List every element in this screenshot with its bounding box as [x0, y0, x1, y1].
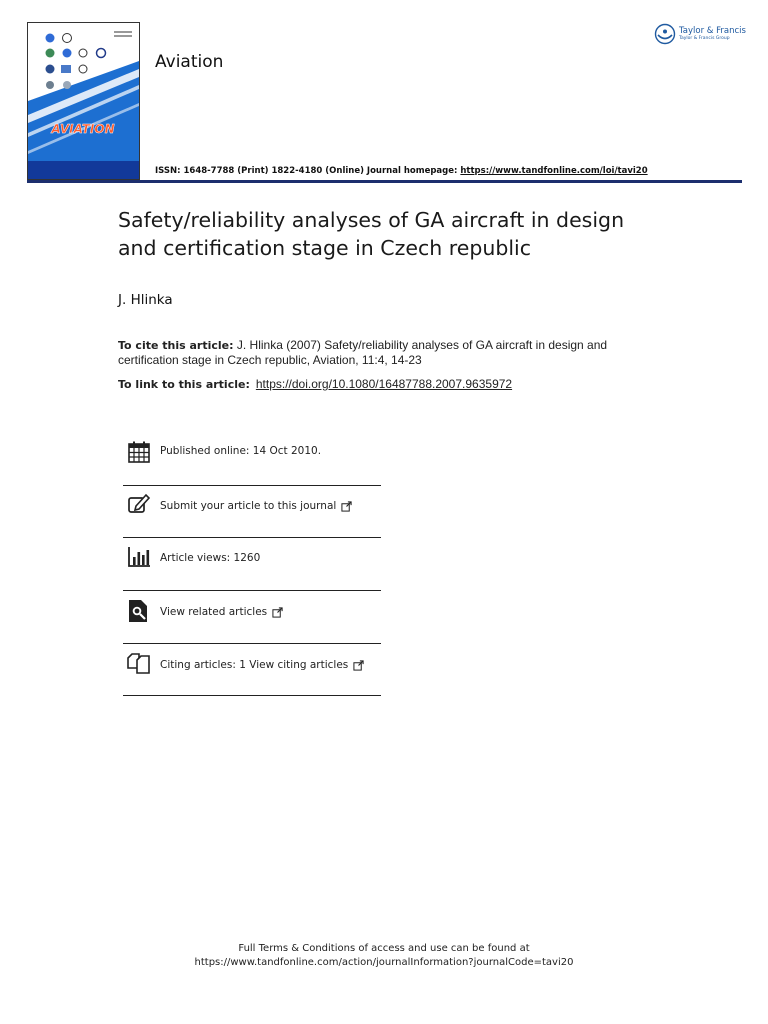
calendar-icon	[127, 440, 151, 464]
cite-label: To cite this article:	[118, 339, 234, 352]
views-text: Article views: 1260	[160, 552, 261, 564]
citing-link[interactable]	[160, 659, 364, 671]
publisher-logo-icon	[654, 23, 676, 45]
submit-item[interactable]	[123, 486, 381, 538]
external-link-icon	[353, 660, 364, 671]
link-label: To link to this article:	[118, 378, 250, 391]
header-rule	[27, 180, 742, 183]
external-link-icon	[272, 607, 283, 618]
publisher-logo[interactable]	[654, 22, 746, 46]
published-item	[123, 432, 381, 486]
journal-cover[interactable]	[27, 22, 140, 180]
publisher-name: Taylor & Francis	[679, 26, 746, 36]
doi-link[interactable]: https://doi.org/10.1080/16487788.2007.9635972	[255, 377, 513, 391]
journal-name[interactable]: Aviation	[155, 52, 224, 72]
footer-url[interactable]: https://www.tandfonline.com/action/journalInformation?journalCode=tavi20	[194, 957, 574, 968]
views-item	[123, 538, 381, 591]
bar-chart-icon	[127, 545, 151, 569]
issn-text: ISSN: 1648-7788 (Print) 1822-4180 (Online) Journal homepage:	[155, 166, 461, 176]
cite-text: J. Hlinka (2007) Safety/reliability analyses of GA aircraft in design and certification stage in Czech republic, Aviation, 11:4, 14-23	[118, 338, 608, 367]
article-author[interactable]: J. Hlinka	[118, 292, 173, 308]
cover-art	[28, 23, 139, 179]
related-text: View related articles	[160, 606, 268, 618]
footer-terms: Full Terms & Conditions of access and use can be found at	[238, 943, 530, 954]
published-text: Published online: 14 Oct 2010.	[160, 445, 322, 457]
citing-item[interactable]	[123, 644, 381, 696]
journal-homepage-link[interactable]: https://www.tandfonline.com/loi/tavi20	[460, 166, 648, 176]
issn-line	[155, 166, 648, 176]
citation	[118, 338, 638, 368]
article-title: Safety/reliability analyses of GA aircraft in design and certification stage in Czech republic	[118, 208, 625, 260]
publisher-group: Taylor & Francis Group	[679, 35, 730, 41]
citing-articles-icon	[127, 651, 151, 675]
related-link[interactable]	[160, 606, 283, 618]
citing-text: Citing articles: 1 View citing articles	[160, 659, 349, 671]
related-item[interactable]	[123, 591, 381, 644]
submit-text: Submit your article to this journal	[160, 500, 337, 512]
footer	[0, 942, 768, 970]
cover-title: AVIATION	[51, 122, 115, 136]
edit-icon	[127, 492, 151, 516]
article-link	[118, 377, 512, 391]
submit-link[interactable]	[160, 500, 352, 512]
document-search-icon	[127, 599, 151, 623]
external-link-icon	[341, 501, 352, 512]
